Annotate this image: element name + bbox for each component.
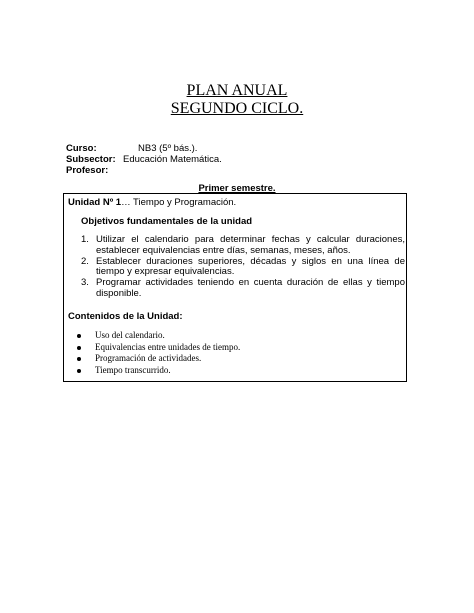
document-subtitle: SEGUNDO CICLO. [170, 100, 304, 117]
content-text: Tiempo transcurrido. [95, 364, 171, 375]
content-text: Equivalencias entre unidades de tiempo. [95, 341, 241, 352]
objective-number: 2. [81, 255, 89, 267]
objective-text: Programar actividades teniendo en cuenta duración de ellas y tiempo disponible. [96, 277, 405, 299]
meta-label: Subsector: [66, 154, 116, 165]
meta-value: NB3 (5º bás.). [138, 143, 198, 154]
objective-item [81, 257, 405, 278]
content-text: Programación de actividades. [95, 353, 202, 363]
contents-list [76, 330, 240, 376]
objective-number: 1. [81, 234, 89, 245]
contents-heading: Contenidos de la Unidad: [68, 311, 183, 322]
meta-label: Profesor: [66, 165, 109, 176]
content-item [76, 365, 240, 377]
unit-label: Unidad Nº 1 [68, 197, 122, 208]
objective-number: 3. [81, 277, 89, 288]
semester-heading: Primer semestre. [198, 183, 276, 194]
unit-box [63, 193, 407, 382]
objectives-list [81, 235, 405, 300]
bullet-icon [77, 357, 81, 361]
meta-label: Curso: [66, 143, 97, 154]
meta-value: Educación Matemática. [123, 154, 222, 165]
content-item [76, 330, 240, 342]
objective-item [81, 278, 405, 299]
document-title: PLAN ANUAL [186, 82, 288, 99]
bullet-icon [77, 334, 81, 338]
unit-title: … Tiempo y Programación. [121, 197, 237, 208]
meta-row-profesor [66, 165, 108, 177]
bullet-icon [77, 369, 81, 373]
bullet-icon [77, 346, 81, 350]
content-text: Uso del calendario. [95, 330, 165, 340]
objective-text: Establecer duraciones superiores, décadas y siglos en una línea de tiempo y expresar equivalencias. [96, 255, 405, 277]
content-item [76, 353, 240, 365]
content-item [76, 342, 240, 354]
objective-item [81, 235, 405, 256]
unit-heading [68, 197, 236, 209]
objective-text: Utilizar el calendario para determinar fechas y calcular duraciones, establecer equivalencias entre días, semanas, meses, años. [96, 234, 405, 256]
objectives-heading: Objetivos fundamentales de la unidad [81, 216, 253, 227]
